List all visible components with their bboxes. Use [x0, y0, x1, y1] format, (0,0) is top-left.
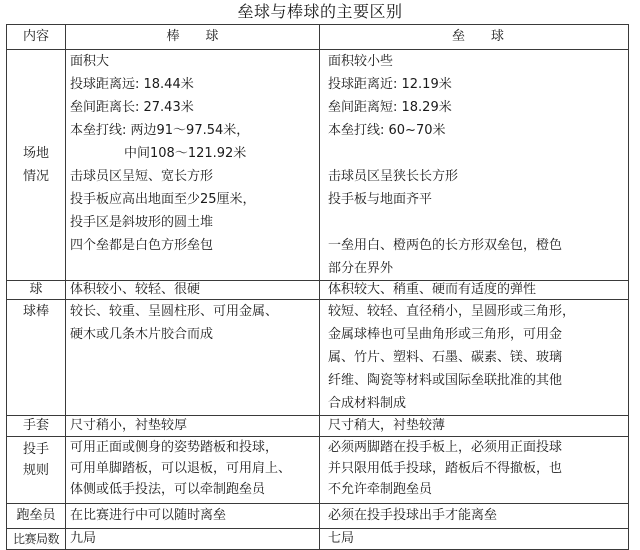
document-title: 垒球与棒球的主要区别 — [237, 2, 403, 21]
table-row-glove — [7, 416, 629, 437]
cell-baseball-glove: 尺寸稍小，衬垫较厚 — [66, 416, 320, 437]
cell-softball-runner: 必须在投手投球出手才能离垒 — [320, 504, 629, 529]
cell-baseball-runner: 在比赛进行中可以随时离垒 — [66, 504, 320, 529]
cell-softball-bat: 较短、较轻、直径稍小，呈圆形或三角形， 金属球棒也可呈曲角形或三角形，可用金 属、竹片、塑料、石墨、碳素、镁、玻璃 纤维、陶瓷等材料或国际垒联批准的其他 合成材料制成 — [320, 300, 629, 416]
row-label-glove: 手套 — [7, 416, 66, 437]
row-label-innings: 比赛局数 — [7, 529, 66, 550]
cell-softball-pitching-rules: 必须两脚踏在投手板上，必须用正面投球 并只限用低手投球，踏板后不得撤板，也 不允许牵制跑垒员 — [320, 437, 629, 504]
header-content: 内容 — [7, 25, 66, 50]
table-row-innings — [7, 529, 629, 550]
header-softball: 垒 球 — [320, 25, 629, 50]
row-label-field: 场地 情况 — [7, 50, 66, 281]
comparison-table — [6, 24, 629, 550]
table-row-pitching-rules — [7, 437, 629, 504]
cell-baseball-bat: 较长、较重、呈圆柱形、可用金属、 硬木或几条木片胶合而成 — [66, 300, 320, 416]
blank-line — [328, 142, 628, 165]
row-label-bat: 球棒 — [7, 300, 66, 416]
table-row-field — [7, 50, 629, 281]
cell-softball-innings: 七局 — [320, 529, 629, 550]
header-baseball: 棒 球 — [66, 25, 320, 50]
table-row-runner — [7, 504, 629, 529]
table-header-row — [7, 25, 629, 50]
cell-baseball-field: 面积大 投球距离远: 18.44米 垒间距离长: 27.43米 本垒打线: 两边91～97.54米， 中间108～121.92米 击球员区呈短、宽长方形 投手板应高出地面至少25厘米， 投手区是斜坡形的圆土堆 四个垒都是白色方形垒包 — [66, 50, 320, 281]
row-label-ball: 球 — [7, 281, 66, 300]
row-label-pitching-rules: 投手 规则 — [7, 437, 66, 504]
cell-softball-field: 面积较小些 投球距离近: 12.19米 垒间距离短: 18.29米 本垒打线: 60~70米 击球员区呈狭长长方形 投手板与地面齐平 一垒用白、橙两色的长方形双垒包，橙色 部分在界外 — [320, 50, 629, 281]
table-row-ball — [7, 281, 629, 300]
row-label-runner: 跑垒员 — [7, 504, 66, 529]
cell-baseball-innings: 九局 — [66, 529, 320, 550]
cell-baseball-pitching-rules: 可用正面或侧身的姿势踏板和投球， 可用单脚踏板，可以退板，可用肩上、 体侧或低手投法，可以牵制跑垒员 — [66, 437, 320, 504]
blank-line — [328, 211, 628, 234]
table-row-bat — [7, 300, 629, 416]
cell-baseball-ball: 体积较小、较轻、很硬 — [66, 281, 320, 300]
cell-softball-ball: 体积较大、稍重、硬而有适度的弹性 — [320, 281, 629, 300]
cell-softball-glove: 尺寸稍大，衬垫较薄 — [320, 416, 629, 437]
